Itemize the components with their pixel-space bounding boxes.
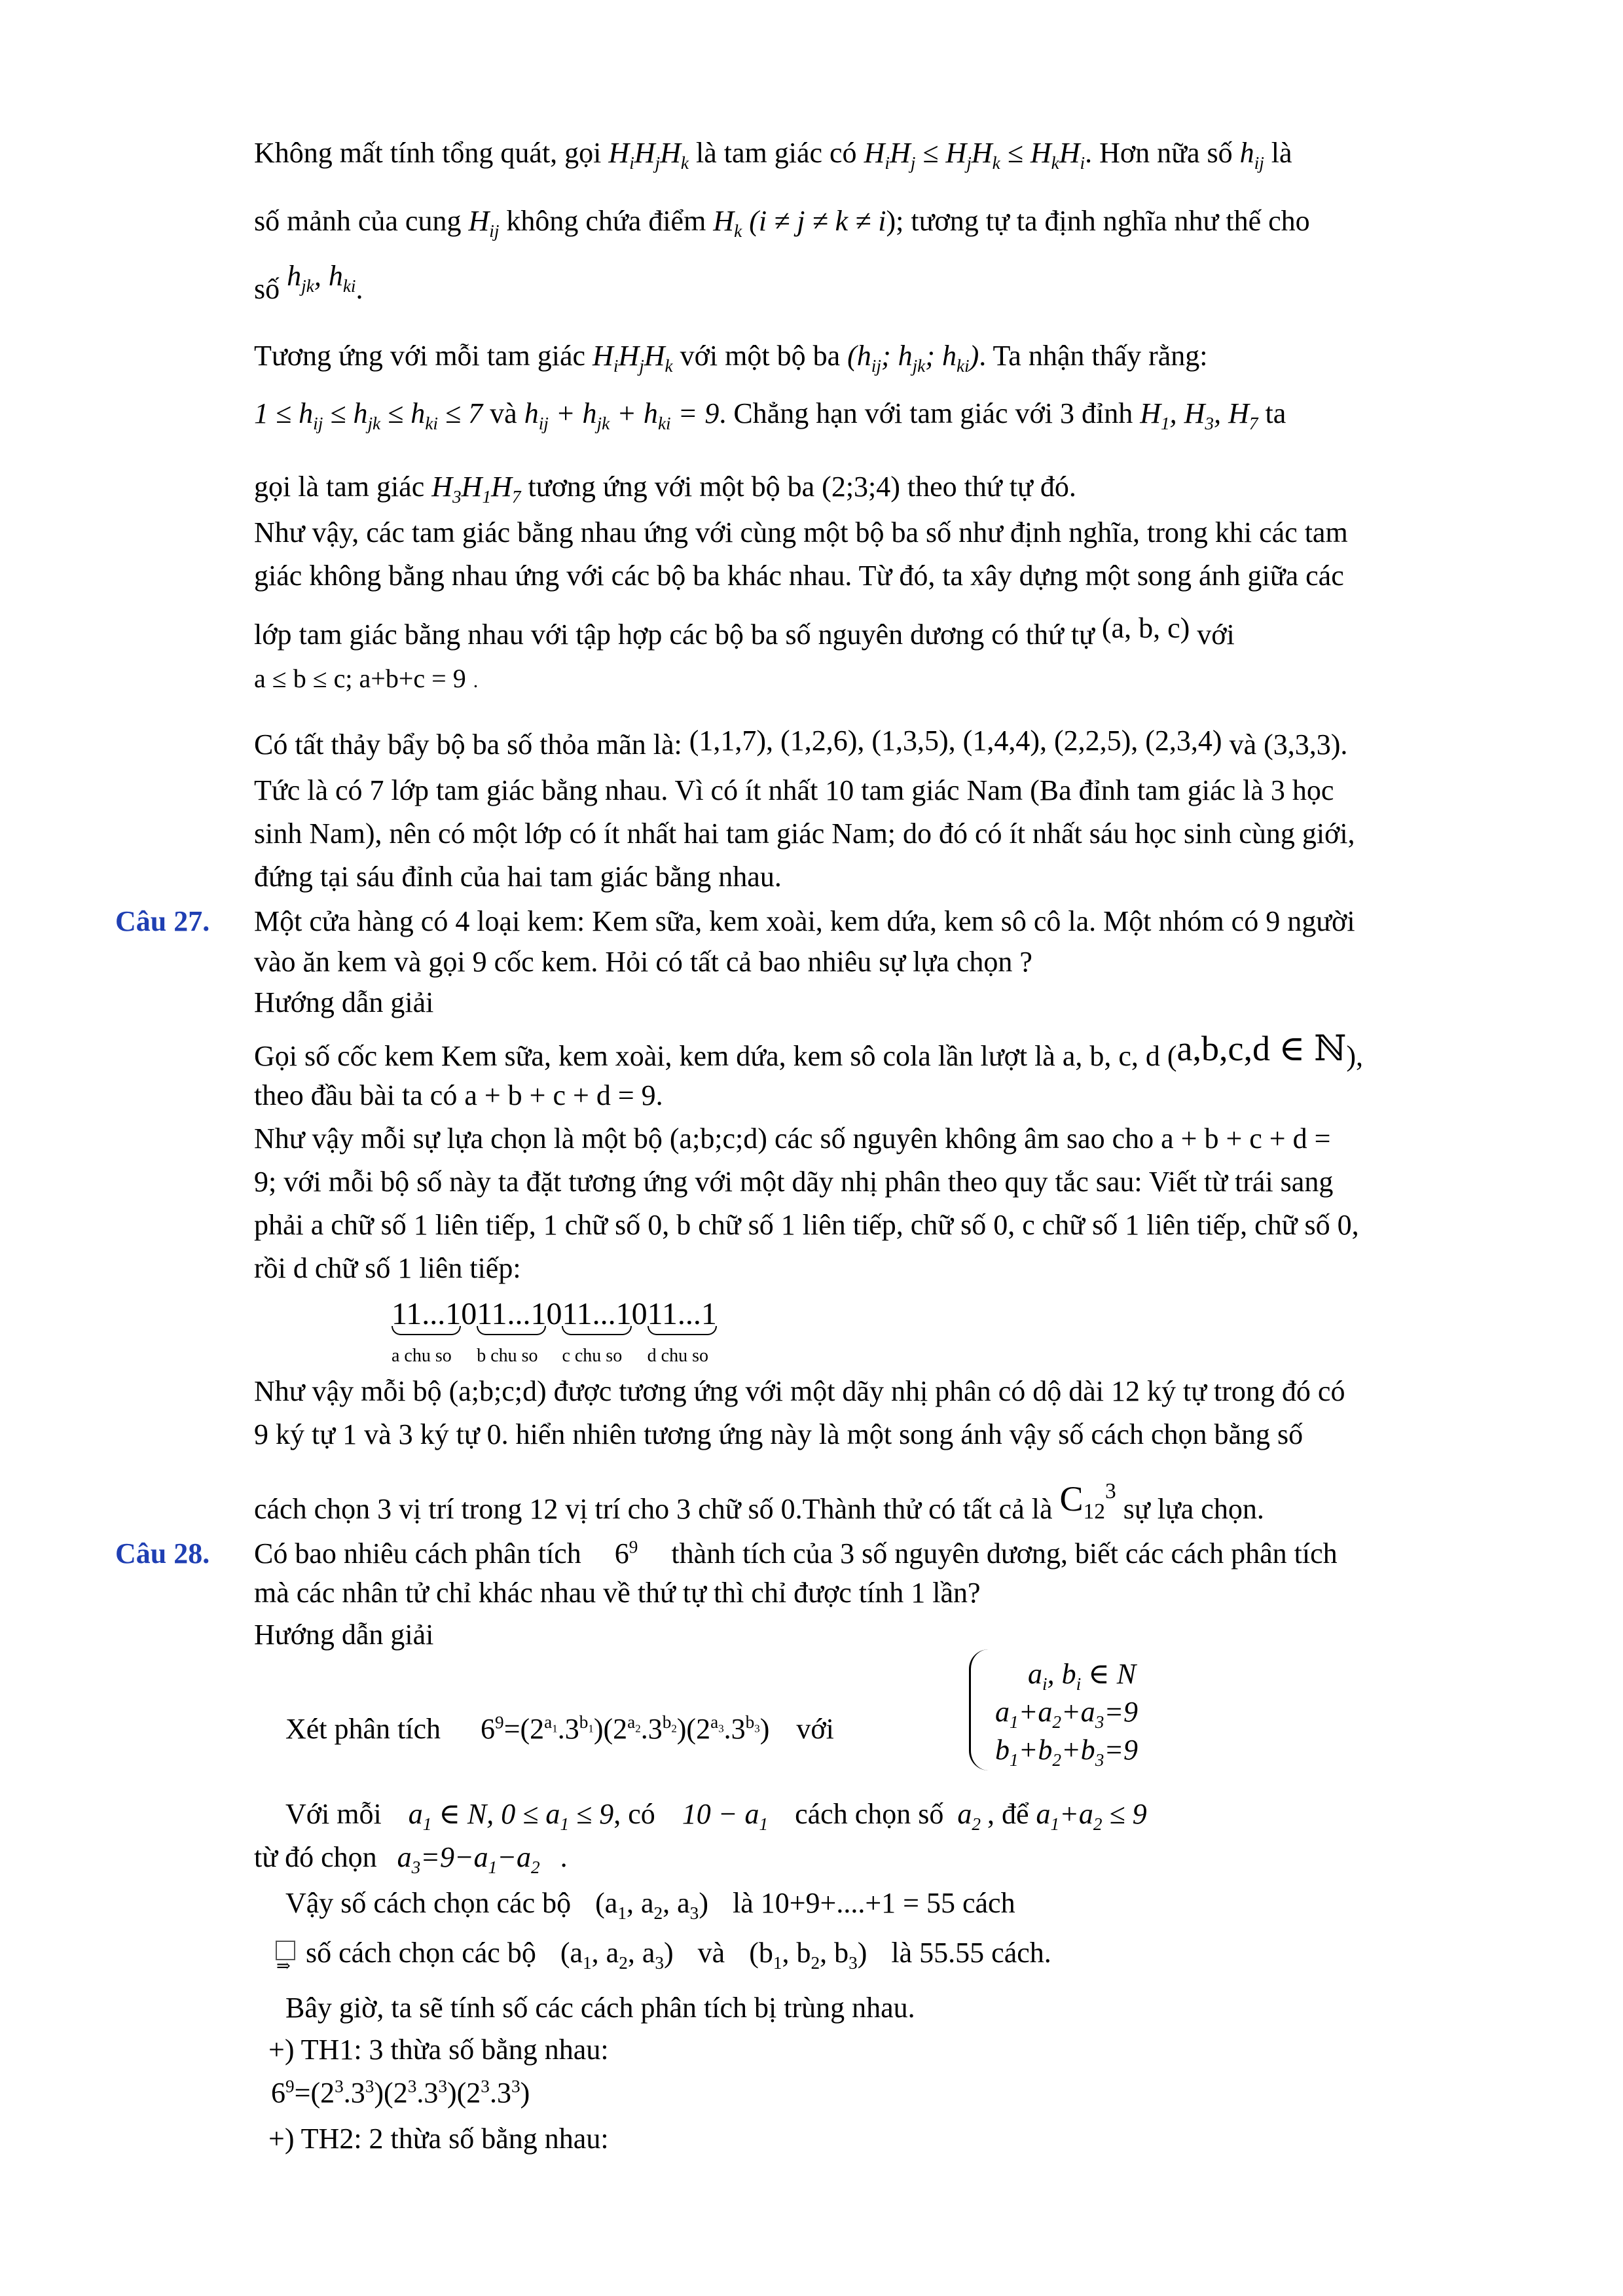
text: Tương ứng với mỗi tam giác: [254, 340, 586, 372]
q27-line-10: 9 ký tự 1 và 3 ký tự 0. hiển nhiên tương ứng này là một song ánh vậy số cách chọn bằng số: [254, 1418, 1304, 1450]
text: Vậy số cách chọn các bộ: [285, 1887, 572, 1919]
q27-line-11: [254, 1479, 1264, 1528]
p1-line-2: [254, 203, 1310, 240]
q28-line-1: [254, 1535, 1338, 1572]
text: . Chẳng hạn với tam giác với 3 đỉnh: [719, 397, 1133, 429]
p1-line-7: Như vậy, các tam giác bằng nhau ứng với cùng một bộ ba số như định nghĩa, trong khi các tam: [254, 516, 1348, 548]
text: và: [490, 397, 517, 429]
math-6-pow-9: $6^9$: [614, 1537, 638, 1570]
math-a2: $a_2$: [957, 1798, 981, 1834]
math-indices: (i ≠ j ≠ k ≠ i: [749, 205, 886, 237]
text: không chứa điểm: [506, 205, 706, 237]
math-a-triple: ($a_1$, $a_2$, $a_3$): [595, 1887, 708, 1923]
math-sum: $h_{ij} + h_{jk} + h_{ki} = 9$: [524, 397, 720, 433]
text: ta: [1265, 397, 1286, 429]
ones-b: 11...1: [477, 1297, 547, 1331]
text: và (3,3,3).: [1229, 728, 1348, 761]
q28-line-10: $6^9=(2^3.3^3)(2^3.3^3)(2^3.3^3)$: [271, 2076, 530, 2109]
p1-line-14: đứng tại sáu đỉnh của hai tam giác bằng nhau.: [254, 861, 782, 893]
q28-line-5: [254, 1839, 568, 1876]
text: . Hơn nữa số: [1085, 137, 1233, 169]
p1-line-10: [254, 660, 478, 700]
p1-line-13: sinh Nam), nên có một lớp có ít nhất hai tam giác Nam; do đó có ít nhất sáu học sinh cùng giới,: [254, 817, 1355, 850]
zero-2: 0: [546, 1297, 562, 1331]
q28-guide-heading: Hướng dẫn giải: [254, 1619, 434, 1651]
p1-line-11: [254, 726, 1347, 763]
text: Có bao nhiêu cách phân tích: [254, 1537, 581, 1570]
ones-block-a: [392, 1296, 462, 1366]
text: và: [697, 1937, 725, 1969]
p1-line-6: [254, 469, 1076, 505]
text: Xét phân tích: [285, 1713, 441, 1745]
q27-line-7: phải a chữ số 1 liên tiếp, 1 chữ số 0, b chữ số 1 liên tiếp, chữ số 0, c chữ số 1 liên tiếp, chữ số 0,: [254, 1209, 1359, 1241]
p1-line-9: [254, 612, 1235, 653]
label-d: d chu so: [647, 1346, 708, 1366]
math-hjk-hki: $h_{jk}$, $h_{ki}$: [287, 260, 356, 296]
text: thành tích của 3 số nguyên dương, biết các cách phân tích: [671, 1537, 1338, 1570]
q28-line-2: mà các nhân tử chỉ khác nhau về thứ tự thì chỉ được tính 1 lần?: [254, 1577, 981, 1609]
label-c: c chu so: [562, 1346, 623, 1366]
text: là: [1271, 137, 1292, 169]
math-triangle: $H_iH_jH_k$: [608, 137, 689, 173]
question-27-label: Câu 27.: [115, 905, 210, 937]
q28-line-4: [285, 1796, 1147, 1833]
text: , để: [987, 1798, 1029, 1830]
text: Có tất thảy bẩy bộ ba số thỏa mãn là:: [254, 728, 682, 761]
system-line-3: $b_1+b_2+b_3=9$: [995, 1734, 1139, 1770]
question-28-label: Câu 28.: [115, 1537, 210, 1570]
zero-1: 0: [461, 1297, 477, 1331]
q28-line-6: [285, 1885, 1015, 1922]
system-line-2: $a_1+a_2+a_3=9$: [995, 1696, 1139, 1732]
ones-block-c: [562, 1296, 632, 1366]
text: .: [473, 670, 479, 692]
ones-a: 11...1: [392, 1297, 462, 1331]
text: . Ta nhận thấy rằng:: [979, 340, 1208, 372]
text: với: [1197, 619, 1235, 651]
text: Gọi số cốc kem Kem sữa, kem xoài, kem dứa, kem sô cola lần lượt là a, b, c, d (: [254, 1040, 1177, 1072]
q28-line-3: [285, 1711, 834, 1748]
text: .: [560, 1841, 568, 1873]
ones-block-b: [477, 1296, 547, 1366]
system-brace: [969, 1649, 991, 1770]
text: ),: [1346, 1040, 1363, 1072]
text: với: [796, 1713, 834, 1745]
text: Với mỗi: [285, 1798, 382, 1830]
label-b: b chu so: [477, 1346, 538, 1366]
math-a3: $a_3=9-a_1-a_2$: [397, 1841, 540, 1877]
q27-line-8: rồi d chữ số 1 liên tiếp:: [254, 1252, 521, 1284]
text: .: [356, 273, 363, 305]
q27-binary-sequence: [392, 1296, 717, 1366]
q27-line-6: 9; với mỗi bộ số này ta đặt tương ứng với một dãy nhị phân theo quy tắc sau: Viết từ trái sang: [254, 1166, 1334, 1198]
math-a1-a2-bound: $a_1+a_2 \le 9$: [1036, 1798, 1147, 1834]
math-point: $H_k$: [713, 205, 742, 241]
math-a-triple: ($a_1$, $a_2$, $a_3$): [560, 1937, 674, 1973]
math-abc-condition: a ≤ b ≤ c; a+b+c = 9: [254, 664, 466, 693]
math-vertices: $H_1$, $H_3$, $H_7$: [1140, 397, 1258, 433]
label-a: a chu so: [392, 1346, 452, 1366]
implies-icon: [272, 1929, 299, 1975]
text: cách chọn 3 vị trí trong 12 vị trí cho 3 chữ số 0.Thành thử có tất cả là: [254, 1493, 1053, 1525]
q27-line-1: Một cửa hàng có 4 loại kem: Kem sữa, kem xoài, kem dứa, kem sô cô la. Một nhóm có 9 người: [254, 905, 1355, 937]
text: lớp tam giác bằng nhau với tập hợp các bộ ba số nguyên dương có thứ tự: [254, 619, 1095, 651]
text: với một bộ ba: [680, 340, 841, 372]
math-triangle: $H_iH_jH_k$: [593, 340, 673, 376]
math-b-triple: ($b_1$, $b_2$, $b_3$): [749, 1937, 867, 1973]
math-10-minus-a1: $10 - a_1$: [682, 1798, 769, 1834]
math-arc: $H_{ij}$: [468, 205, 500, 241]
text: cách chọn số: [795, 1798, 944, 1830]
zero-3: 0: [631, 1297, 647, 1331]
q28-line-11: +) TH2: 2 thừa số bằng nhau:: [268, 2123, 609, 2155]
ones-block-d: [647, 1296, 717, 1366]
math-abc: (a, b, c): [1101, 612, 1190, 644]
text: số: [254, 273, 280, 305]
math-triple: ($h_{ij}$; $h_{jk}$; $h_{ki}$): [847, 340, 979, 376]
q28-line-7: [272, 1935, 1051, 1975]
q28-line-8: Bây giờ, ta sẽ tính số các cách phân tích bị trùng nhau.: [285, 1992, 915, 2024]
text: là 55.55 cách.: [891, 1937, 1051, 1969]
p1-line-4: [254, 338, 1208, 374]
text: ); tương tự ta định nghĩa như thế cho: [886, 205, 1310, 237]
text: số mảnh của cung: [254, 205, 462, 237]
p1-line-1: [254, 135, 1292, 171]
q27-line-2: vào ăn kem và gọi 9 cốc kem. Hỏi có tất cả bao nhiêu sự lựa chọn ?: [254, 946, 1032, 978]
p1-line-12: Tức là có 7 lớp tam giác bằng nhau. Vì có ít nhất 10 tam giác Nam (Ba đỉnh tam giác là 3 học: [254, 774, 1334, 806]
system-line-1: $a_i$, $b_i$ ∈ N: [1028, 1658, 1137, 1694]
text: Không mất tính tổng quát, gọi: [254, 137, 602, 169]
math-combination: $C_{12}^3$: [1059, 1479, 1116, 1524]
text: sự lựa chọn.: [1123, 1493, 1264, 1525]
math-triples-list: (1,1,7), (1,2,6), (1,3,5), (1,4,4), (2,2,5), (2,3,4): [689, 725, 1222, 757]
ones-c: 11...1: [562, 1297, 632, 1331]
ones-d: 11...1: [647, 1297, 717, 1331]
text: là 10+9+....+1 = 55 cách: [732, 1887, 1015, 1919]
implies-arrow: ⇒: [276, 1956, 291, 1975]
q27-guide-heading: Hướng dẫn giải: [254, 986, 434, 1018]
math-triangle-h3h1h7: $H_3H_1H_7$: [431, 471, 521, 507]
q28-line-9: +) TH1: 3 thừa số bằng nhau:: [268, 2034, 609, 2066]
math-hij: $h_{ij}$: [1239, 137, 1264, 173]
math-a1-range: $a_1$ ∈ N, $0 \le a_1 \le 9$: [408, 1798, 614, 1834]
text: từ đó chọn: [254, 1841, 377, 1873]
p1-line-5: [254, 395, 1286, 432]
text: số cách chọn các bộ: [306, 1937, 536, 1969]
math-abcd-natural: a,b,c,d ∈ ℕ: [1176, 1029, 1347, 1068]
text: , có: [613, 1798, 655, 1830]
q27-line-5: Như vậy mỗi sự lựa chọn là một bộ (a;b;c;d) các số nguyên không âm sao cho a + b + c + d =: [254, 1122, 1331, 1155]
p1-line-8: giác không bằng nhau ứng với các bộ ba khác nhau. Từ đó, ta xây dựng một song ánh giữa các: [254, 560, 1344, 592]
text: tương ứng với một bộ ba (2;3;4) theo thứ tự đó.: [528, 471, 1076, 503]
q27-line-4: theo đầu bài ta có a + b + c + d = 9.: [254, 1079, 663, 1111]
text: là tam giác có: [696, 137, 857, 169]
p1-line-3: [254, 260, 363, 308]
q27-line-3: [254, 1029, 1363, 1075]
text: gọi là tam giác: [254, 471, 425, 503]
math-factorization: $6^9=(2^{a_1}.3^{b_1})(2^{a_2}.3^{b_2})(2^{a_3}.3^{b_3})$: [481, 1712, 770, 1745]
math-inequality: $H_iH_j \le H_jH_k \le H_kH_i$: [864, 137, 1085, 173]
q27-line-9: Như vậy mỗi bộ (a;b;c;d) được tương ứng với một dãy nhị phân có dộ dài 12 ký tự trong đó có: [254, 1375, 1345, 1407]
math-bounds: $1 \le h_{ij} \le h_{jk} \le h_{ki} \le 7$: [254, 397, 483, 433]
